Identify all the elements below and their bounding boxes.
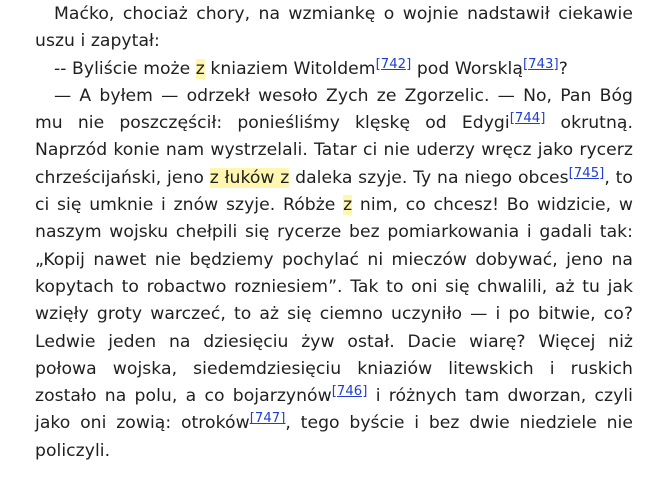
paragraph-2-text-2: kniaziem Witoldem (204, 58, 376, 79)
footnote-link-742[interactable]: [742] (375, 56, 412, 72)
paragraph-3-text-7: , tego byście i bez dwie niedziele nie policzyli. (35, 413, 633, 461)
paragraph-3-text-3: daleka szyje. Ty na niego obces (289, 167, 569, 188)
paragraph-1 (35, 1, 633, 56)
paragraph-3-text-5: nim, co chcesz! Bo widzicie, w naszym wojsku chełpili się rycerze bez pomiarkowania i gadali tak: „Kopij nawet nie będziemy pochylać ni mieczów dobywać, jeno na kopytach to robactwo rozniesiem”. Tak to oni się chwalili, aż tu jak wzięły groty warczeć, to aż się ciemno uczyniło — i po bitwie, co? Ledwie jeden na dziesięciu żyw ostał. Dacie wiarę? Więcej niż połowa wojska, siedemdziesięciu kniaziów litewskich i ruskich zostało na polu, a co bojarzynów (35, 195, 633, 407)
paragraph-2-text-1: -- Byliście może (54, 58, 196, 79)
paragraph-3 (35, 83, 633, 465)
paragraph-3-text-4: , to ci się umknie i znów szyje. Róbże (35, 167, 633, 216)
footnote-link-744[interactable]: [744] (509, 111, 546, 127)
paragraph-3-text-1: — A byłem — odrzekł wesoło Zych ze Zgorzelic. — No, Pan Bóg mu nie poszczęścił: ponieśliśmy klęskę od Edygi (35, 85, 633, 134)
paragraph-3-text-2: okrutną. Naprzód konie nam wystrzelali. Tatar ci nie uderzy wręcz jako rycerz chrześcijański, jeno (35, 113, 633, 188)
document-page (35, 0, 633, 465)
footnote-link-747[interactable]: [747] (249, 411, 286, 427)
paragraph-2-text-3: pod Worsklą (411, 58, 523, 79)
paragraph-3-text-6: i różnych tam dworzan, czyli jako oni zowią: otroków (35, 386, 633, 434)
paragraph-2 (35, 56, 633, 83)
footnote-link-746[interactable]: [746] (331, 384, 368, 400)
paragraph-2-text-4: ? (558, 58, 568, 79)
footnote-link-745[interactable]: [745] (568, 165, 605, 181)
search-highlight: z (343, 195, 353, 216)
footnote-link-743[interactable]: [743] (522, 56, 559, 72)
search-highlight: z łuków z (209, 167, 290, 188)
paragraph-1-text: Maćko, chociaż chory, na wzmiankę o wojnie nadstawił ciekawie uszu i zapytał: (35, 4, 633, 52)
search-highlight: z (195, 58, 205, 79)
